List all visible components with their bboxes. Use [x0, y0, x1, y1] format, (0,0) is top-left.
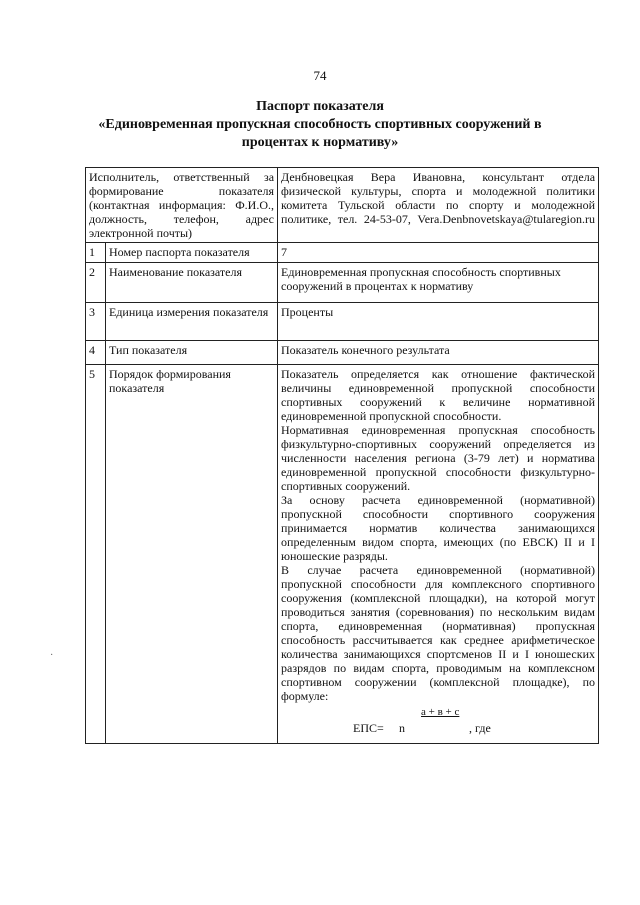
- formula-numerator: а + в + с: [421, 706, 460, 718]
- row-label: Номер паспорта показателя: [106, 243, 278, 263]
- row-value: Показатель конечного результата: [278, 341, 599, 365]
- description-paragraph: Нормативная единовременная пропускная способность физкультурно-спортивных сооружений определяется из численности населения региона (3-79 лет) и норматива единовременной пропускной способности физкультурно-спортивных сооружений.: [281, 423, 596, 493]
- row-label: Наименование показателя: [106, 263, 278, 303]
- row-label: Порядок формирования показателя: [106, 365, 278, 744]
- row-number: 1: [86, 243, 106, 263]
- page-title: [90, 98, 550, 152]
- description-paragraph: За основу расчета единовременной (нормативной) пропускной способности спортивного сооружения принимается норматив количества занимающихся определенным видом спорта, имеющих (по ЕВСК) II и I юношеские разряды.: [281, 493, 596, 563]
- description-paragraph: В случае расчета единовременной (нормативной) пропускной способности для комплексного спортивного сооружения (комплексной площадки), на которой могут проводиться занятия (соревнования) по нескольким видам спорта, единовременная (нормативная) пропускная способность рассчитывается как среднее арифметическое количества занимающихся спортсменов II и I юношеских разрядов по видам спорта, проводимым на комплексном спортивном сооружении (комплексной площадке), по формуле:: [281, 563, 596, 703]
- title-line-2: «Единовременная пропускная способность спортивных сооружений в процентах к нормативу»: [98, 117, 542, 150]
- row-number: 4: [86, 341, 106, 365]
- table-row: [86, 243, 599, 263]
- executor-value: Денбновецкая Вера Ивановна, консультант отдела физической культуры, спорта и молодежной политики комитета Тульской области по спорту и молодежной политике, тел. 24-53-07, Vera.Denbnovetskaya@tularegion.ru: [278, 168, 599, 243]
- row-value: Единовременная пропускная способность спортивных сооружений в процентах к нормативу: [278, 263, 599, 303]
- formula-denominator: n: [399, 721, 406, 735]
- row-value: Проценты: [278, 303, 599, 341]
- formula: [281, 705, 595, 741]
- passport-table: [85, 167, 599, 744]
- formula-lhs: ЕПС=: [353, 721, 384, 735]
- row-number: 2: [86, 263, 106, 303]
- executor-row: [86, 168, 599, 243]
- title-line-1: Паспорт показателя: [256, 99, 384, 114]
- row-label: Единица измерения показателя: [106, 303, 278, 341]
- row-label: Тип показателя: [106, 341, 278, 365]
- table-row: [86, 365, 599, 744]
- executor-label: Исполнитель, ответственный за формирование показателя (контактная информация: Ф.И.О., должность, телефон, адрес электронной почты): [86, 168, 278, 243]
- row-number: 3: [86, 303, 106, 341]
- formula-tail: , где: [469, 721, 491, 735]
- table-row: [86, 341, 599, 365]
- description-paragraph: Показатель определяется как отношение фактической величины единовременной пропускной способности спортивных сооружений к величине нормативной единовременной пропускной способности.: [281, 367, 596, 423]
- table-row: [86, 303, 599, 341]
- table-row: [86, 263, 599, 303]
- row-number: 5: [86, 365, 106, 744]
- row-value: 7: [278, 243, 599, 263]
- scan-dot: ·: [50, 650, 54, 661]
- page-number: 74: [313, 68, 327, 83]
- row-value: [278, 365, 599, 744]
